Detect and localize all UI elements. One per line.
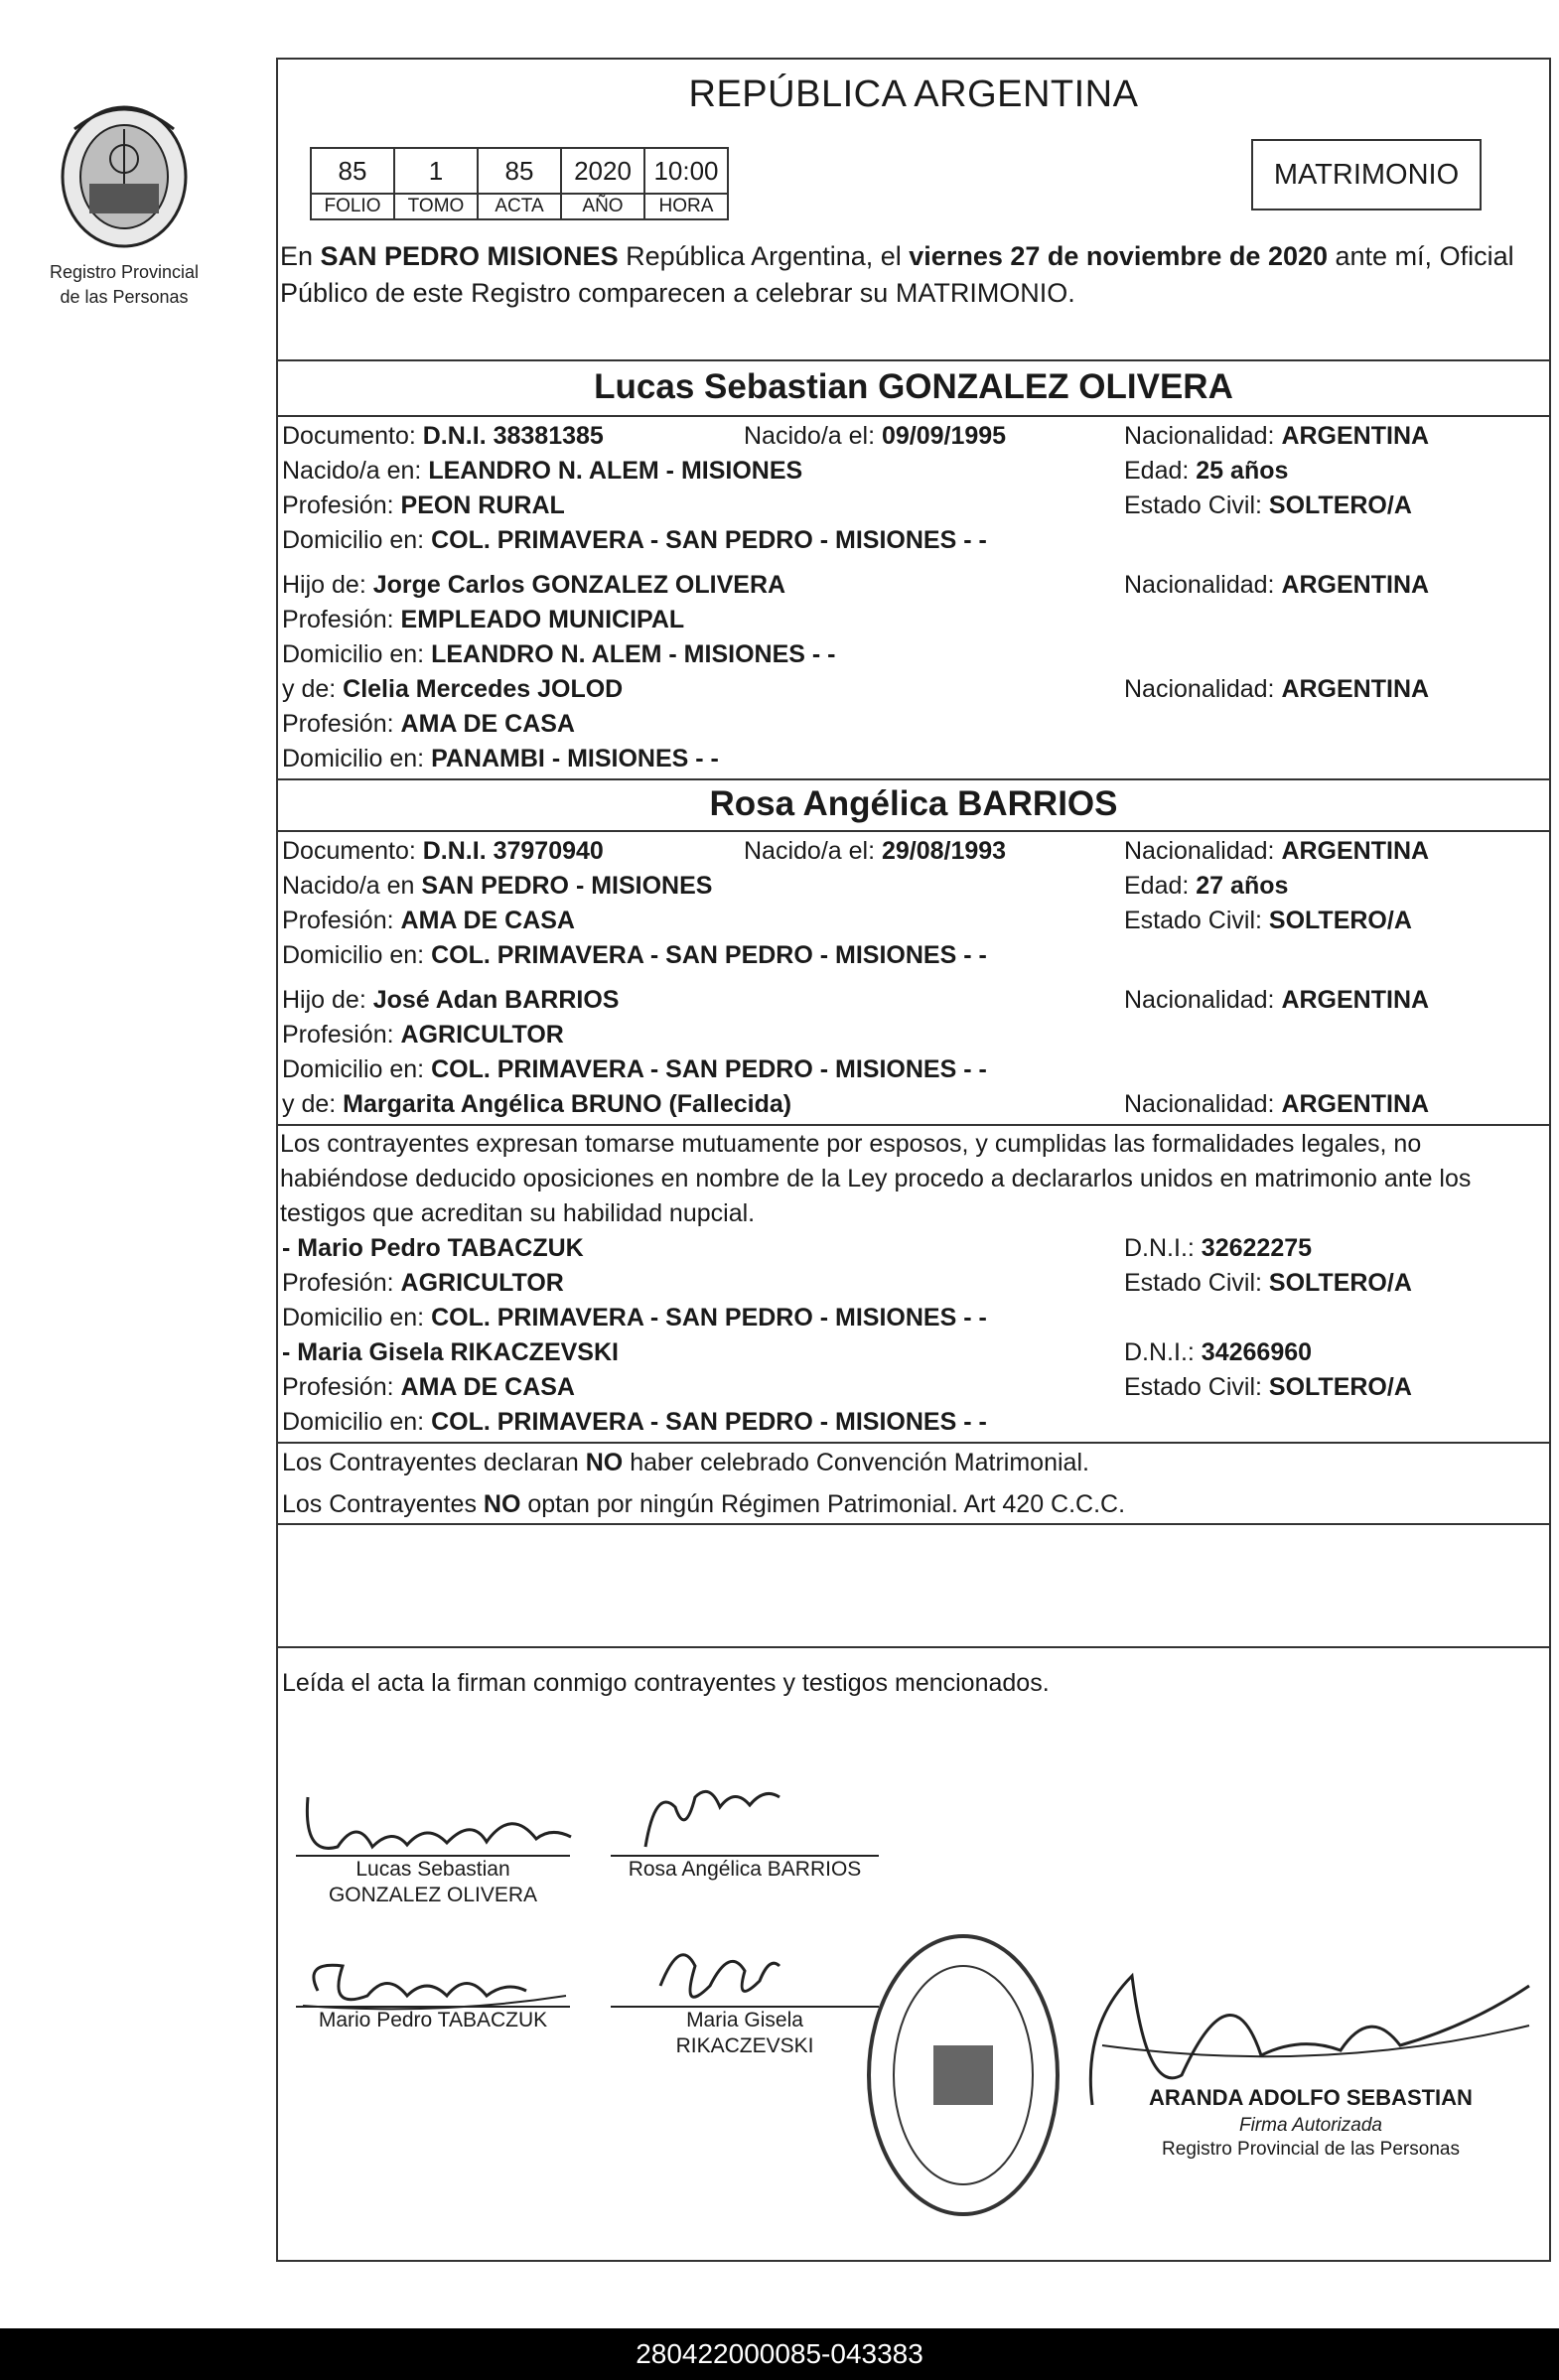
groom-father-row: Hijo de: Jorge Carlos GONZALEZ OLIVERA Nacionalidad: ARGENTINA bbox=[282, 571, 1430, 599]
divider bbox=[278, 830, 1549, 832]
witness2-row-2: Profesión: AMA DE CASA Estado Civil: SOLTERO/A bbox=[282, 1373, 1412, 1401]
groom-mother-nationality: ARGENTINA bbox=[1281, 675, 1430, 703]
witness2-row-3: Domicilio en: COL. PRIMAVERA - SAN PEDRO - MISIONES - - bbox=[282, 1408, 987, 1436]
bride-mother-row: y de: Margarita Angélica BRUNO (Fallecida) Nacionalidad: ARGENTINA bbox=[282, 1090, 1430, 1118]
bride-nationality: ARGENTINA bbox=[1281, 837, 1430, 865]
witness2-address: COL. PRIMAVERA - SAN PEDRO - MISIONES - - bbox=[431, 1408, 987, 1436]
witness1-dni: 32622275 bbox=[1201, 1234, 1313, 1262]
convention-no-2: NO bbox=[483, 1490, 521, 1518]
groom-father-nationality: ARGENTINA bbox=[1281, 571, 1430, 599]
bride-mother-name: Margarita Angélica BRUNO (Fallecida) bbox=[343, 1090, 792, 1118]
certificate-frame bbox=[276, 58, 1551, 2262]
divider bbox=[278, 415, 1549, 417]
bride-father-dom-row: Domicilio en: COL. PRIMAVERA - SAN PEDRO - MISIONES - - bbox=[282, 1055, 987, 1083]
groom-mother-row: y de: Clelia Mercedes JOLOD Nacionalidad: ARGENTINA bbox=[282, 675, 1430, 703]
witness1-profession: AGRICULTOR bbox=[400, 1269, 564, 1297]
tomo-label: TOMO bbox=[394, 194, 478, 219]
witness1-row-1: - Mario Pedro TABACZUK D.N.I.: 32622275 bbox=[282, 1234, 1313, 1262]
folio-label: FOLIO bbox=[311, 194, 394, 219]
bride-age: 27 años bbox=[1196, 872, 1289, 900]
bride-row-2: Nacido/a en SAN PEDRO - MISIONES Edad: 27 años bbox=[282, 872, 1289, 900]
folio-value: 85 bbox=[311, 148, 394, 194]
divider bbox=[278, 1442, 1549, 1444]
bride-name: Rosa Angélica BARRIOS bbox=[709, 784, 1118, 823]
document-code: 280422000085-043383 bbox=[0, 2328, 1559, 2380]
intro-paragraph bbox=[280, 238, 1545, 312]
bride-father-row: Hijo de: José Adan BARRIOS Nacionalidad: ARGENTINA bbox=[282, 986, 1430, 1014]
bride-father-name: José Adan BARRIOS bbox=[372, 986, 620, 1014]
acta-value: 85 bbox=[478, 148, 561, 194]
groom-signature-icon bbox=[298, 1777, 596, 1867]
bride-father-address: COL. PRIMAVERA - SAN PEDRO - MISIONES - - bbox=[431, 1055, 987, 1083]
bride-birthdate: 29/08/1993 bbox=[881, 837, 1007, 865]
groom-age: 25 años bbox=[1196, 457, 1289, 485]
groom-row-1: Documento: D.N.I. 38381385 Nacido/a el: 09/09/1995 Nacionalidad: ARGENTINA bbox=[282, 422, 1430, 450]
officer-name: ARANDA ADOLFO SEBASTIAN bbox=[1149, 2085, 1473, 2110]
anio-value: 2020 bbox=[561, 148, 644, 194]
groom-mother-name: Clelia Mercedes JOLOD bbox=[343, 675, 624, 703]
logo-caption-2: de las Personas bbox=[60, 287, 189, 307]
act-type-box: MATRIMONIO bbox=[1251, 139, 1482, 210]
intro-date: viernes 27 de noviembre de 2020 bbox=[909, 241, 1329, 271]
convention-row-2: Los Contrayentes NO optan por ningún Régimen Patrimonial. Art 420 C.C.C. bbox=[282, 1490, 1126, 1518]
divider bbox=[278, 778, 1549, 780]
convention-row-1: Los Contrayentes declaran NO haber celebrado Convención Matrimonial. bbox=[282, 1449, 1089, 1476]
registry-logo bbox=[40, 89, 209, 328]
tomo-value: 1 bbox=[394, 148, 478, 194]
officer-role: Firma Autorizada bbox=[1239, 2115, 1382, 2136]
groom-dni: D.N.I. 38381385 bbox=[422, 422, 604, 450]
groom-father-dom-row: Domicilio en: LEANDRO N. ALEM - MISIONES - - bbox=[282, 640, 836, 668]
divider bbox=[278, 1523, 1549, 1525]
divider bbox=[278, 359, 1549, 361]
bride-father-nationality: ARGENTINA bbox=[1281, 986, 1430, 1014]
bride-birthplace: SAN PEDRO - MISIONES bbox=[421, 872, 713, 900]
groom-address: COL. PRIMAVERA - SAN PEDRO - MISIONES - - bbox=[431, 526, 987, 554]
groom-nationality: ARGENTINA bbox=[1281, 422, 1430, 450]
page-title: REPÚBLICA ARGENTINA bbox=[688, 73, 1139, 115]
groom-signature-caption: Lucas Sebastian GONZALEZ OLIVERA bbox=[328, 1858, 538, 1906]
groom-father-name: Jorge Carlos GONZALEZ OLIVERA bbox=[372, 571, 786, 599]
groom-row-4: Domicilio en: COL. PRIMAVERA - SAN PEDRO - MISIONES - - bbox=[282, 526, 987, 554]
witness2-signature-caption: Maria Gisela RIKACZEVSKI bbox=[675, 2009, 814, 2057]
bride-civil-status: SOLTERO/A bbox=[1268, 907, 1412, 934]
bride-signature-caption: Rosa Angélica BARRIOS bbox=[628, 1858, 862, 1881]
witness2-row-1: - Maria Gisela RIKACZEVSKI D.N.I.: 34266960 bbox=[282, 1338, 1313, 1366]
groom-mother-address: PANAMBI - MISIONES - - bbox=[431, 745, 719, 772]
hora-label: HORA bbox=[644, 194, 728, 219]
witness2-profession: AMA DE CASA bbox=[400, 1373, 575, 1401]
bride-row-3: Profesión: AMA DE CASA Estado Civil: SOLTERO/A bbox=[282, 907, 1412, 934]
logo-caption-1: Registro Provincial bbox=[49, 262, 200, 282]
bride-dni: D.N.I. 37970940 bbox=[422, 837, 604, 865]
bride-address: COL. PRIMAVERA - SAN PEDRO - MISIONES - - bbox=[431, 941, 987, 969]
witness1-signature-caption: Mario Pedro TABACZUK bbox=[318, 2009, 548, 2031]
witness2-name: - Maria Gisela RIKACZEVSKI bbox=[282, 1338, 619, 1366]
witness1-address: COL. PRIMAVERA - SAN PEDRO - MISIONES - - bbox=[431, 1304, 987, 1331]
groom-profession: PEON RURAL bbox=[400, 491, 565, 519]
groom-mother-dom-row: Domicilio en: PANAMBI - MISIONES - - bbox=[282, 745, 719, 772]
declaration-paragraph: Los contrayentes expresan tomarse mutuamente por esposos, y cumplidas las formalidades legales, no habiéndose deducido oposiciones en nombre de la Ley procedo a declararlos unidos en matrimonio ante los testigos que acreditan su habilidad nupcial. bbox=[280, 1130, 1472, 1227]
groom-mother-profession: AMA DE CASA bbox=[400, 710, 575, 738]
bride-signature-icon bbox=[636, 1767, 794, 1857]
record-header-table bbox=[310, 147, 729, 220]
read-statement: Leída el acta la firman conmigo contrayentes y testigos mencionados. bbox=[282, 1669, 1050, 1697]
divider bbox=[278, 1124, 1549, 1126]
intro-place: SAN PEDRO MISIONES bbox=[320, 241, 619, 271]
intro-text-2: República Argentina, el bbox=[618, 241, 910, 271]
bride-mother-nationality: ARGENTINA bbox=[1281, 1090, 1430, 1118]
convention-no-1: NO bbox=[585, 1449, 624, 1476]
groom-mother-prof-row: Profesión: AMA DE CASA bbox=[282, 710, 575, 738]
groom-birthdate: 09/09/1995 bbox=[881, 422, 1007, 450]
hora-value: 10:00 bbox=[644, 148, 728, 194]
intro-text-1: En bbox=[280, 241, 321, 271]
groom-row-3: Profesión: PEON RURAL Estado Civil: SOLTERO/A bbox=[282, 491, 1412, 519]
groom-row-2: Nacido/a en: LEANDRO N. ALEM - MISIONES Edad: 25 años bbox=[282, 457, 1289, 485]
anio-label: AÑO bbox=[561, 194, 644, 219]
witness2-dni: 34266960 bbox=[1201, 1338, 1313, 1366]
bride-row-1: Documento: D.N.I. 37970940 Nacido/a el: 29/08/1993 Nacionalidad: ARGENTINA bbox=[282, 837, 1430, 865]
intro-text-3: ante mí, Oficial Público de este Registro comparecen a celebrar su MATRIMONIO. bbox=[280, 241, 1514, 308]
coat-of-arms-icon bbox=[50, 89, 199, 258]
witness1-row-2: Profesión: AGRICULTOR Estado Civil: SOLTERO/A bbox=[282, 1269, 1412, 1297]
witness1-name: - Mario Pedro TABACZUK bbox=[282, 1234, 584, 1262]
divider bbox=[278, 1646, 1549, 1648]
bride-father-prof-row: Profesión: AGRICULTOR bbox=[282, 1021, 564, 1049]
registry-seal-icon bbox=[864, 1926, 1063, 2224]
bride-profession: AMA DE CASA bbox=[400, 907, 575, 934]
groom-name: Lucas Sebastian GONZALEZ OLIVERA bbox=[594, 367, 1233, 406]
witness2-civil-status: SOLTERO/A bbox=[1268, 1373, 1412, 1401]
witness1-civil-status: SOLTERO/A bbox=[1268, 1269, 1412, 1297]
groom-birthplace: LEANDRO N. ALEM - MISIONES bbox=[428, 457, 803, 485]
witness1-row-3: Domicilio en: COL. PRIMAVERA - SAN PEDRO - MISIONES - - bbox=[282, 1304, 987, 1331]
officer-org: Registro Provincial de las Personas bbox=[1162, 2139, 1460, 2160]
bride-row-4: Domicilio en: COL. PRIMAVERA - SAN PEDRO - MISIONES - - bbox=[282, 941, 987, 969]
bride-father-profession: AGRICULTOR bbox=[400, 1021, 564, 1049]
groom-civil-status: SOLTERO/A bbox=[1268, 491, 1412, 519]
groom-father-address: LEANDRO N. ALEM - MISIONES - - bbox=[431, 640, 836, 668]
acta-label: ACTA bbox=[478, 194, 561, 219]
groom-father-profession: EMPLEADO MUNICIPAL bbox=[400, 606, 685, 633]
groom-father-prof-row: Profesión: EMPLEADO MUNICIPAL bbox=[282, 606, 685, 633]
